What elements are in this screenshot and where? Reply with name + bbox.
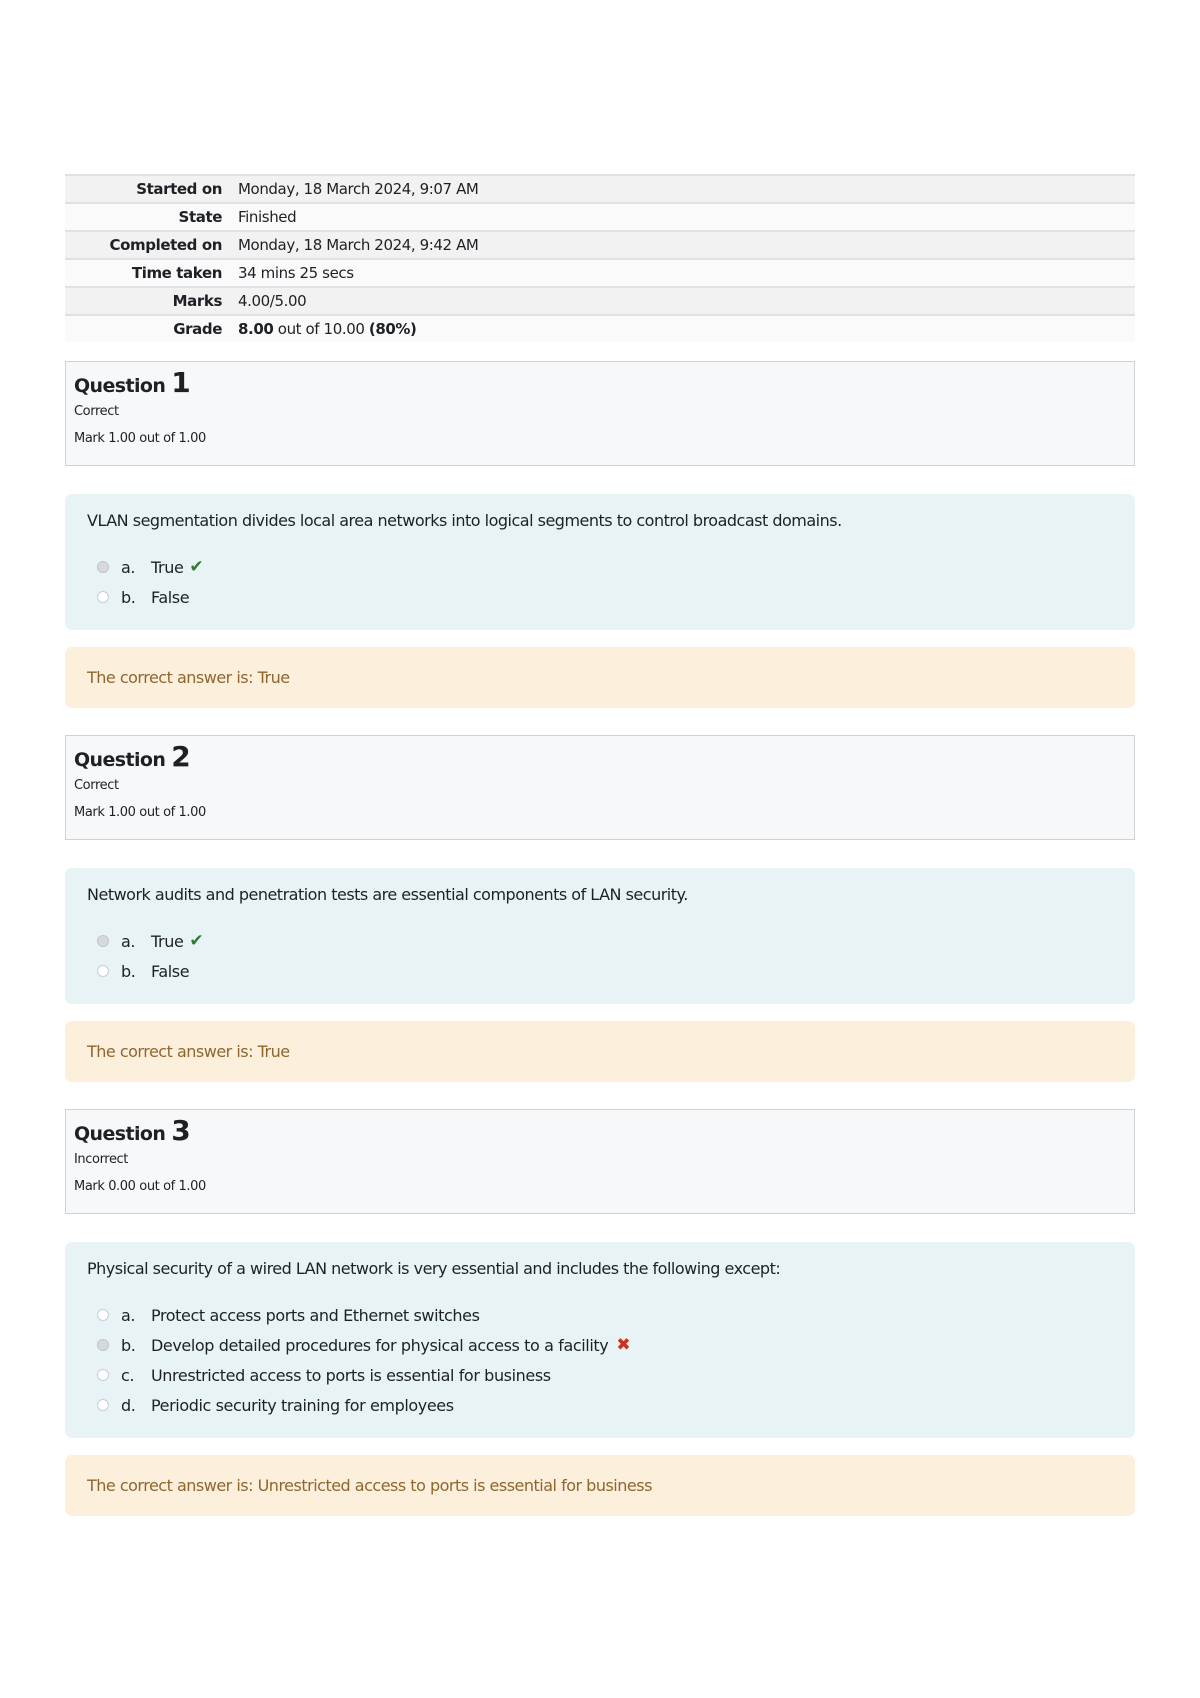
summary-value: Monday, 18 March 2024, 9:42 AM [230, 231, 1135, 259]
question-mark: Mark 0.00 out of 1.00 [74, 1179, 206, 1194]
question-formulation [65, 868, 1135, 1004]
answer-text: Develop detailed procedures for physical access to a facility [151, 1335, 609, 1355]
answer-radio[interactable] [97, 935, 109, 947]
answer-letter: a. [121, 931, 136, 951]
question-mark: Mark 1.00 out of 1.00 [74, 805, 206, 820]
answer-option[interactable] [87, 1390, 1113, 1420]
grade-out-of: out of 10.00 [273, 320, 369, 338]
question-state: Incorrect [74, 1152, 128, 1167]
question-formulation [65, 494, 1135, 630]
question-text: VLAN segmentation divides local area networks into logical segments to control broadcast domains. [87, 511, 842, 530]
answer-option[interactable] [87, 1330, 1113, 1360]
question-title [74, 1114, 1126, 1147]
summary-row [65, 231, 1135, 259]
summary-row [65, 203, 1135, 231]
answer-text: False [151, 587, 190, 607]
answer-option[interactable] [87, 552, 1113, 582]
correct-answer-feedback: The correct answer is: Unrestricted access to ports is essential for business [65, 1455, 1135, 1516]
summary-value: 34 mins 25 secs [230, 259, 1135, 287]
answer-text: False [151, 961, 190, 981]
question-formulation [65, 1242, 1135, 1438]
summary-row [65, 259, 1135, 287]
question-mark: Mark 1.00 out of 1.00 [74, 431, 206, 446]
answer-letter: b. [121, 961, 136, 981]
answer-text: True [151, 931, 184, 951]
question-label: Question [74, 1123, 166, 1145]
summary-value: Finished [230, 203, 1135, 231]
question-text: Physical security of a wired LAN network is very essential and includes the following except: [87, 1259, 781, 1278]
question-title [74, 366, 1126, 399]
correct-answer-feedback: The correct answer is: True [65, 1021, 1135, 1082]
cross-icon: ✖ [616, 1335, 631, 1355]
quiz-review [65, 174, 1135, 1516]
question-state: Correct [74, 778, 119, 793]
summary-row [65, 315, 1135, 343]
answer-letter: a. [121, 1305, 136, 1325]
answer-radio[interactable] [97, 561, 109, 573]
answer-letter: b. [121, 1335, 136, 1355]
answer-letter: b. [121, 587, 136, 607]
answer-radio[interactable] [97, 1309, 109, 1321]
answer-text: Protect access ports and Ethernet switches [151, 1305, 480, 1325]
summary-label: Started on [65, 175, 230, 203]
summary-label: State [65, 203, 230, 231]
question-number: 3 [171, 1114, 191, 1147]
answer-radio[interactable] [97, 965, 109, 977]
answer-text: True [151, 557, 184, 577]
answer-text: Unrestricted access to ports is essential for business [151, 1365, 551, 1385]
summary-value: Monday, 18 March 2024, 9:07 AM [230, 175, 1135, 203]
summary-row [65, 287, 1135, 315]
answer-letter: d. [121, 1395, 136, 1415]
answer-letter: a. [121, 557, 136, 577]
answer-option[interactable] [87, 956, 1113, 986]
question-number: 1 [171, 366, 191, 399]
question-label: Question [74, 749, 166, 771]
answer-option[interactable] [87, 1300, 1113, 1330]
grade-percent: (80%) [368, 320, 417, 338]
question-state: Correct [74, 404, 119, 419]
summary-label: Time taken [65, 259, 230, 287]
answer-radio[interactable] [97, 1339, 109, 1351]
answer-text: Periodic security training for employees [151, 1395, 454, 1415]
correct-answer-feedback: The correct answer is: True [65, 647, 1135, 708]
answer-option[interactable] [87, 926, 1113, 956]
question-text: Network audits and penetration tests are essential components of LAN security. [87, 885, 688, 904]
summary-label: Grade [65, 315, 230, 343]
grade-score: 8.00 [238, 320, 274, 338]
grade-value [230, 315, 1135, 343]
question-label: Question [74, 375, 166, 397]
answer-option[interactable] [87, 1360, 1113, 1390]
question-title [74, 740, 1126, 773]
question-info [65, 1109, 1135, 1214]
attempt-summary-table [65, 174, 1135, 344]
answer-letter: c. [121, 1365, 135, 1385]
answer-radio[interactable] [97, 1369, 109, 1381]
check-icon: ✔ [189, 931, 204, 951]
summary-row [65, 175, 1135, 203]
question-info [65, 735, 1135, 840]
summary-label: Completed on [65, 231, 230, 259]
summary-value: 4.00/5.00 [230, 287, 1135, 315]
answer-radio[interactable] [97, 591, 109, 603]
answer-radio[interactable] [97, 1399, 109, 1411]
answer-option[interactable] [87, 582, 1113, 612]
question-info [65, 361, 1135, 466]
summary-label: Marks [65, 287, 230, 315]
check-icon: ✔ [189, 557, 204, 577]
question-number: 2 [171, 740, 191, 773]
